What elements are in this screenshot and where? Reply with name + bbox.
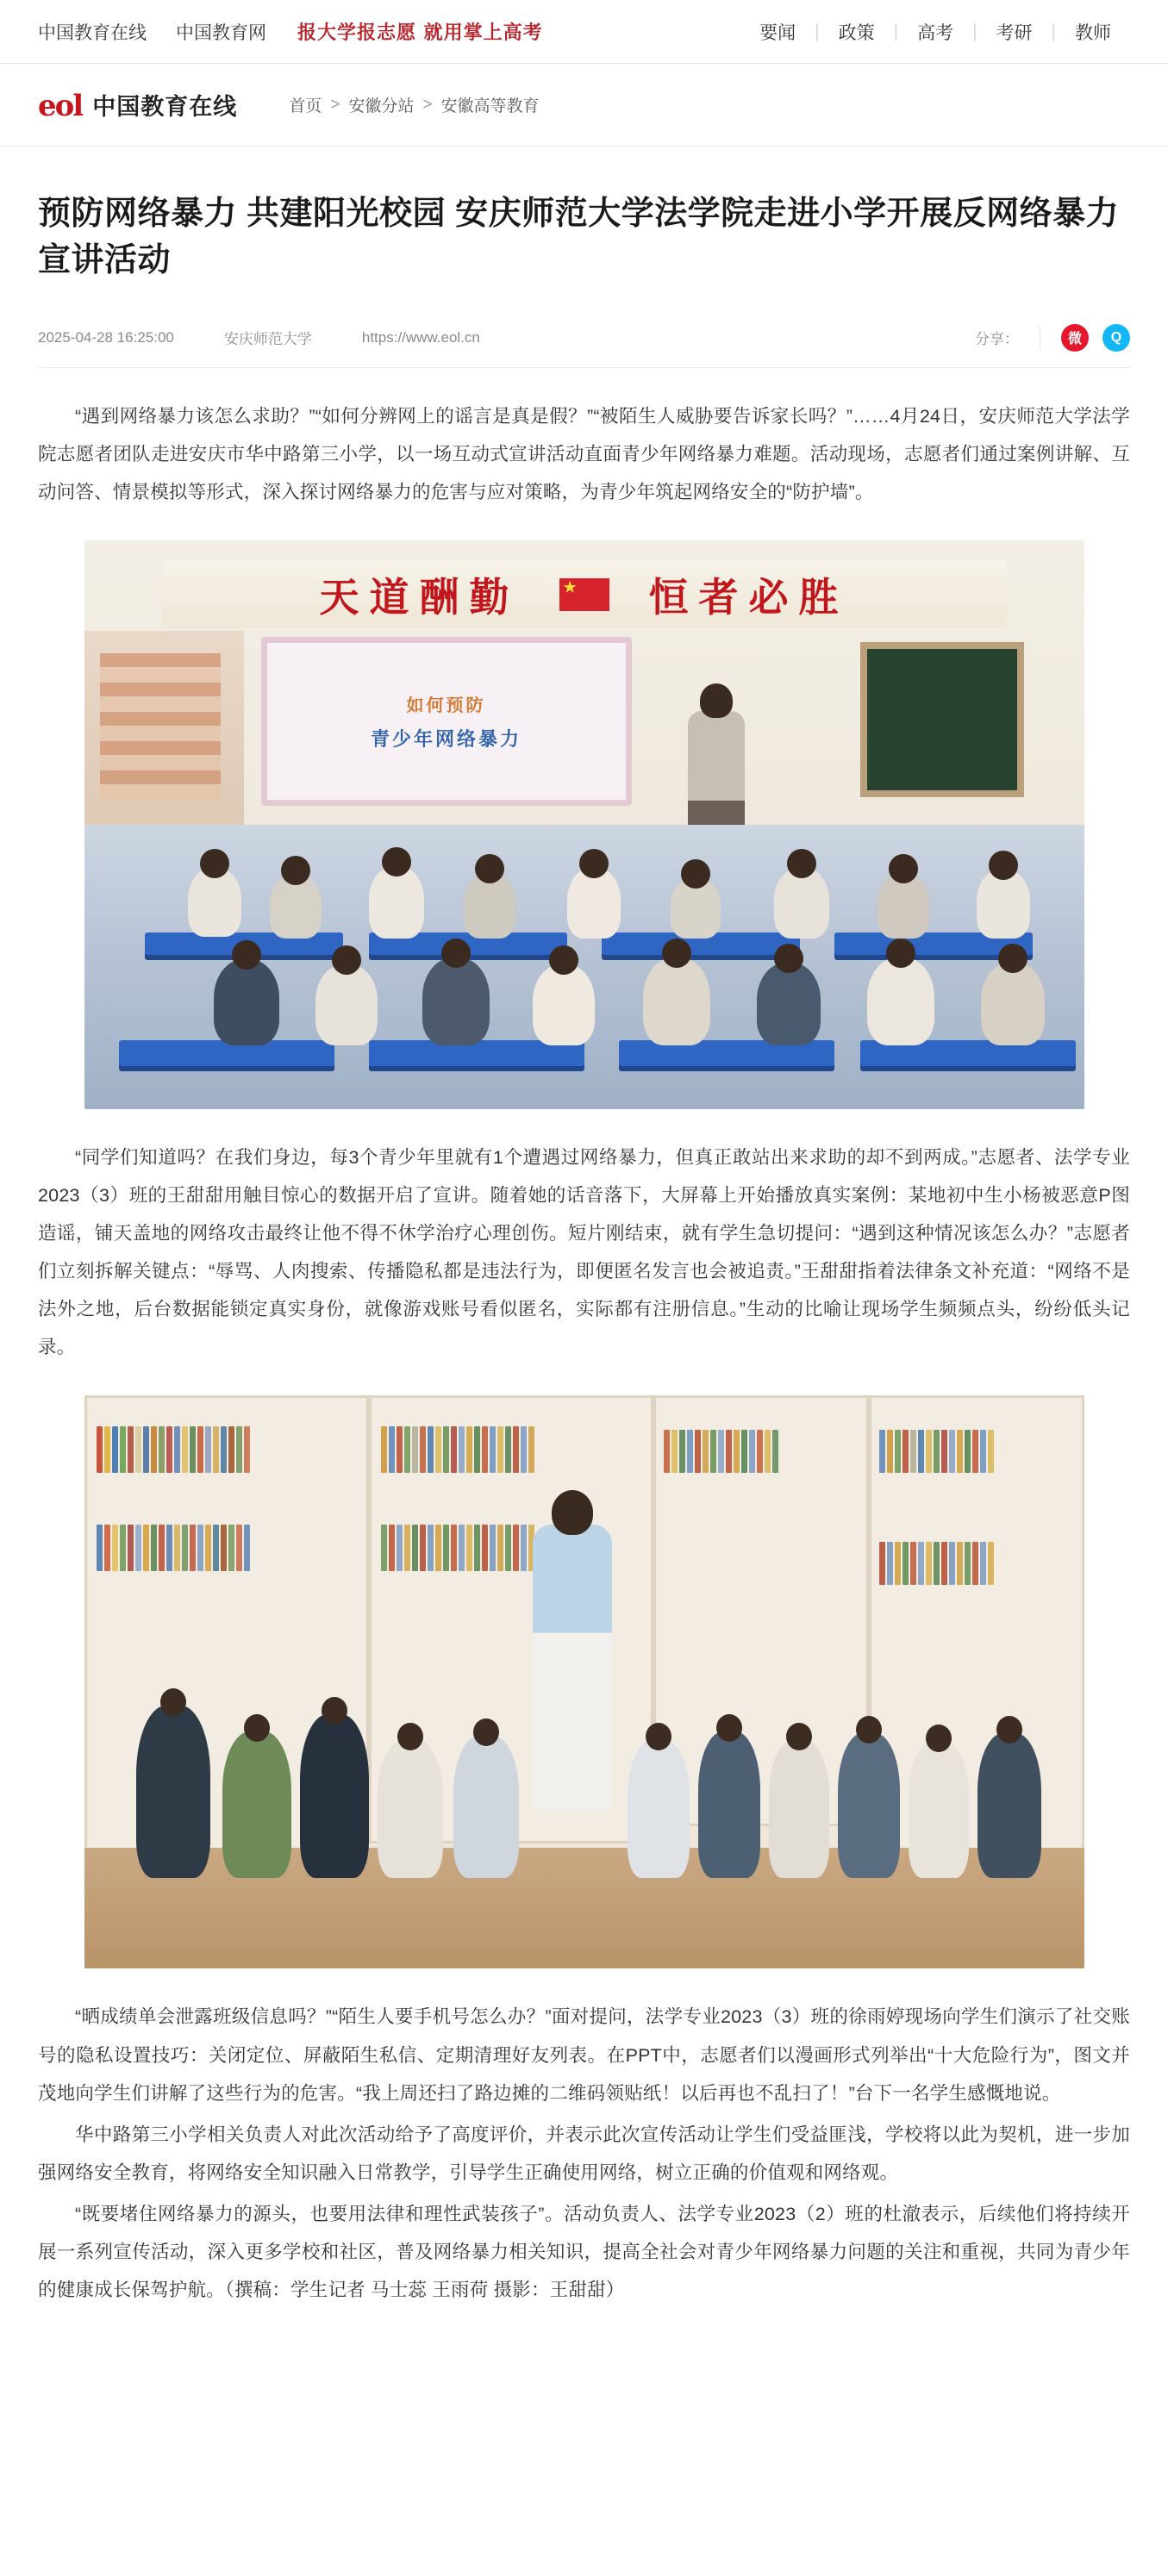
nav-item-news[interactable]: 要闻	[759, 22, 796, 43]
student-figure	[698, 1731, 760, 1878]
nav-item-gaokao[interactable]: 高考	[917, 22, 954, 43]
article-paragraph: “既要堵住网络暴力的源头，也要用法律和理性武装孩子”。活动负责人、法学专业2023（2）班的杜澈表示，后续他们将持续开展一系列宣传活动，深入更多学校和社区，普及网络暴力相关知识，提高全社会对青少年网络暴力问题的关注和重视，共同为青少年的健康成长保驾护航。（撰稿：学生记者 马士蕊 王雨荷 摄影：王甜甜）	[38, 2203, 1130, 2300]
article-paragraph: 华中路第三小学相关负责人对此次活动给予了高度评价，并表示此次宣传活动让学生们受益匪浅，学校将以此为契机，进一步加强网络安全教育，将网络安全知识融入日常教学，引导学生正确使用网络，树立正确的价值观和网络观。	[38, 2124, 1130, 2183]
site-logo[interactable]	[38, 88, 237, 122]
breadcrumb-item-anhui[interactable]: 安徽分站	[348, 97, 415, 115]
student-figure	[214, 959, 279, 1045]
article-body	[38, 1998, 1130, 2309]
nav-separator: |	[893, 21, 899, 41]
article-figure-2	[38, 1395, 1130, 1968]
student-figure	[567, 868, 621, 939]
student-figure	[977, 1733, 1041, 1878]
nav-item-policy[interactable]: 政策	[838, 22, 875, 43]
projection-screen	[261, 637, 632, 806]
article-figure-1	[38, 540, 1130, 1109]
article-paragraph: “同学们知道吗？在我们身边，每3个青少年里就有1个遭遇过网络暴力，但真正敢站出来求助的却不到两成。”志愿者、法学专业2023（3）班的王甜甜用触目惊心的数据开启了宣讲。随着她的话音落下，大屏幕上开始播放真实案例：某地初中生小杨被恶意P图造谣，铺天盖地的网络攻击最终让他不得不休学治疗心理创伤。短片刚结束，就有学生急切提问：“遇到这种情况该怎么办？”志愿者们立刻拆解关键点：“辱骂、人肉搜索、传播隐私都是违法行为，即便匿名发言也会被追责。”王甜甜指着法律条文补充道：“网络不是法外之地，后台数据能锁定真实身份，就像游戏账号看似匿名，实际都有注册信息。”生动的比喻让现场学生频频点头，纷纷低头记录。	[38, 1147, 1130, 1358]
student-figure	[643, 957, 710, 1045]
student-figure	[453, 1736, 519, 1878]
banner-text-right: 恒者必胜	[648, 574, 849, 621]
book-row	[97, 1525, 355, 1571]
article-url: https://www.eol.cn	[361, 328, 480, 346]
share-group	[975, 324, 1130, 352]
top-link-eol-online[interactable]: 中国教育在线	[38, 22, 147, 43]
site-top-bar	[0, 0, 1168, 64]
screen-line-2: 青少年网络暴力	[370, 728, 522, 751]
student-figure	[838, 1733, 900, 1878]
student-figure	[757, 963, 821, 1045]
article-container	[0, 191, 1168, 2309]
book-row	[879, 1542, 1074, 1585]
breadcrumb-item-home[interactable]: 首页	[289, 97, 322, 115]
nav-item-teacher[interactable]: 教师	[1075, 22, 1111, 43]
breadcrumb-separator: >	[330, 95, 340, 114]
eol-logo-icon: eol	[38, 88, 83, 123]
book-row	[97, 1426, 355, 1473]
screen-line-1: 如何预防	[406, 696, 486, 716]
share-label: 分享：	[975, 331, 1019, 348]
article-paragraph: “晒成绩单会泄露班级信息吗？”“陌生人要手机号怎么办？”面对提问，法学专业2023（3）班的徐雨婷现场向学生们演示了社交账号的隐私设置技巧：关闭定位、屏蔽陌生私信、定期清理好友列表。在PPT中，志愿者们以漫画形式列举出“十大危险行为”，图文并茂地向学生们讲解了这些行为的危害。“我上周还扫了路边摊的二维码领贴纸！以后再也不乱扫了！”台下一名学生感慨地说。	[38, 2006, 1130, 2104]
top-link-edu-net[interactable]: 中国教育网	[176, 22, 266, 43]
classroom-photo	[84, 540, 1084, 1109]
book-row	[381, 1426, 640, 1473]
top-bar-nav	[740, 19, 1130, 45]
student-figure	[977, 870, 1030, 939]
book-row	[879, 1430, 1074, 1473]
student-figure	[464, 873, 515, 939]
student-figure	[378, 1740, 443, 1878]
student-figure	[270, 875, 322, 939]
book-row	[664, 1430, 859, 1473]
promo-banner-text[interactable]: 报大学报志愿 就用掌上高考	[297, 22, 543, 44]
nav-separator: |	[972, 21, 977, 41]
breadcrumb	[289, 93, 539, 116]
china-flag-icon	[559, 578, 609, 611]
article-body	[38, 1138, 1130, 1366]
classroom-left-wall	[84, 631, 244, 846]
presenter-figure	[533, 1525, 612, 1809]
publish-datetime: 2025-04-28 16:25:00	[38, 328, 174, 346]
student-figure	[315, 964, 378, 1045]
student-figure	[422, 957, 490, 1045]
student-figure	[369, 866, 424, 939]
logo-breadcrumb-row	[0, 64, 1168, 147]
student-figure	[981, 963, 1045, 1045]
student-figure	[628, 1740, 690, 1878]
nav-separator: |	[1051, 21, 1056, 41]
page-title: 预防网络暴力 共建阳光校园 安庆师范大学法学院走进小学开展反网络暴力宣讲活动	[38, 196, 1120, 278]
qq-share-icon[interactable]: Q	[1102, 324, 1130, 352]
banner-text-left: 天道酬勤	[319, 574, 520, 621]
top-bar-left-links	[38, 19, 266, 45]
student-figure	[867, 957, 934, 1045]
student-figure	[222, 1731, 291, 1878]
student-figure	[774, 868, 829, 939]
student-figure	[533, 964, 595, 1045]
site-logo-label: 中国教育在线	[92, 94, 238, 120]
blackboard	[860, 642, 1024, 797]
nav-separator: |	[815, 21, 820, 41]
article-meta-bar	[38, 324, 1130, 368]
student-figure	[300, 1714, 369, 1878]
desk	[119, 1040, 334, 1066]
breadcrumb-item-anhui-higher-ed[interactable]: 安徽高等教育	[440, 97, 540, 115]
nav-item-kaoyan[interactable]: 考研	[996, 22, 1033, 43]
student-figure	[878, 873, 929, 939]
student-figure	[769, 1740, 829, 1878]
weibo-share-icon[interactable]: 微	[1061, 324, 1089, 352]
student-figure	[188, 868, 241, 937]
article-source: 安庆师范大学	[223, 331, 312, 348]
student-figure	[136, 1706, 210, 1878]
article-body	[38, 397, 1130, 511]
article-paragraph: “遇到网络暴力该怎么求助？”“如何分辨网上的谣言是真是假？”“被陌生人威胁要告诉家长吗？”……4月24日，安庆师范大学法学院志愿者团队走进安庆市华中路第三小学，以一场互动式宣讲活动直面青少年网络暴力难题。活动现场，志愿者们通过案例讲解、互动问答、情景模拟等形式，深入探讨网络暴力的危害与应对策略，为青少年筑起网络安全的“防护墙”。	[38, 405, 1130, 503]
library-photo	[84, 1395, 1084, 1968]
student-figure	[909, 1742, 969, 1878]
student-figure	[671, 878, 721, 939]
breadcrumb-separator: >	[422, 95, 433, 114]
classroom-banner	[162, 561, 1007, 628]
